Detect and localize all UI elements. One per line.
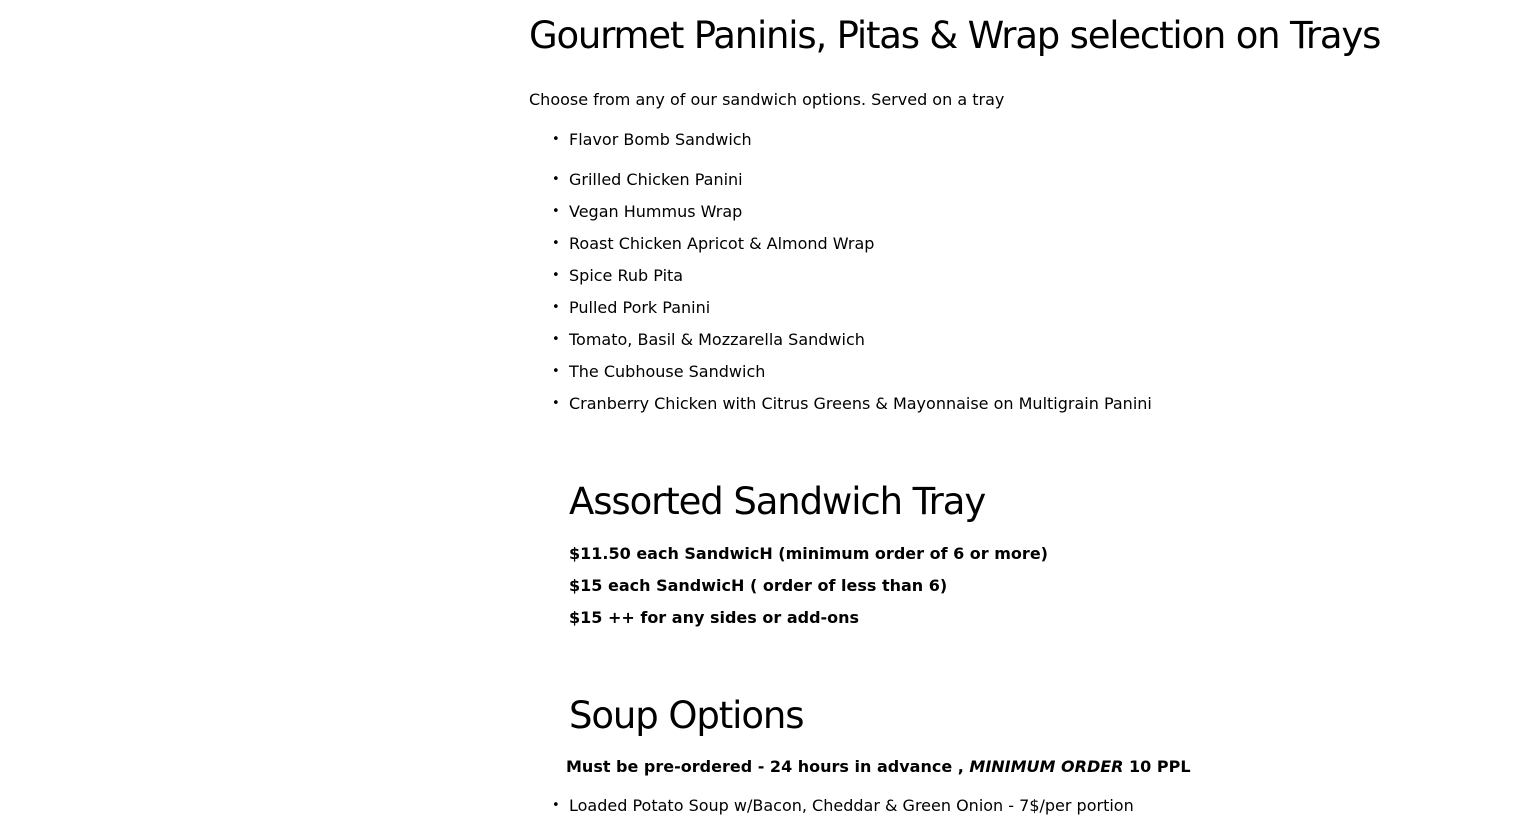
list-item: • Flavor Bomb Sandwich <box>569 129 752 151</box>
list-item: • Cranberry Chicken with Citrus Greens & Mayonnaise on Multigrain Panini <box>569 393 1152 415</box>
list-item: • Tomato, Basil & Mozzarella Sandwich <box>569 329 865 351</box>
soup-note-emphasis: MINIMUM ORDER <box>969 757 1124 776</box>
tray-price-addons: $15 ++ for any sides or add-ons <box>569 608 860 627</box>
sandwich-section-title: Gourmet Paninis, Pitas & Wrap selection on Trays <box>529 14 1381 57</box>
list-item: • Grilled Chicken Panini <box>569 169 743 191</box>
list-item: • Roast Chicken Apricot & Almond Wrap <box>569 233 874 255</box>
soup-section-title: Soup Options <box>569 694 804 737</box>
tray-price-minimum: $11.50 each SandwicH (minimum order of 6 or more) <box>569 544 1048 563</box>
list-item: • Pulled Pork Panini <box>569 297 710 319</box>
soup-note-suffix: 10 PPL <box>1123 757 1191 776</box>
list-item: • Spice Rub Pita <box>569 265 683 287</box>
tray-price-small-order: $15 each SandwicH ( order of less than 6) <box>569 576 948 595</box>
list-item: • The Cubhouse Sandwich <box>569 361 765 383</box>
soup-note-prefix: Must be pre-ordered - 24 hours in advance , <box>566 757 970 776</box>
soup-order-note <box>566 756 1191 778</box>
tray-section-title: Assorted Sandwich Tray <box>569 480 986 523</box>
sandwich-intro-text: Choose from any of our sandwich options. Served on a tray <box>529 90 1005 109</box>
list-item: • Loaded Potato Soup w/Bacon, Cheddar & Green Onion - 7$/per portion <box>569 795 1134 817</box>
list-item: • Vegan Hummus Wrap <box>569 201 742 223</box>
